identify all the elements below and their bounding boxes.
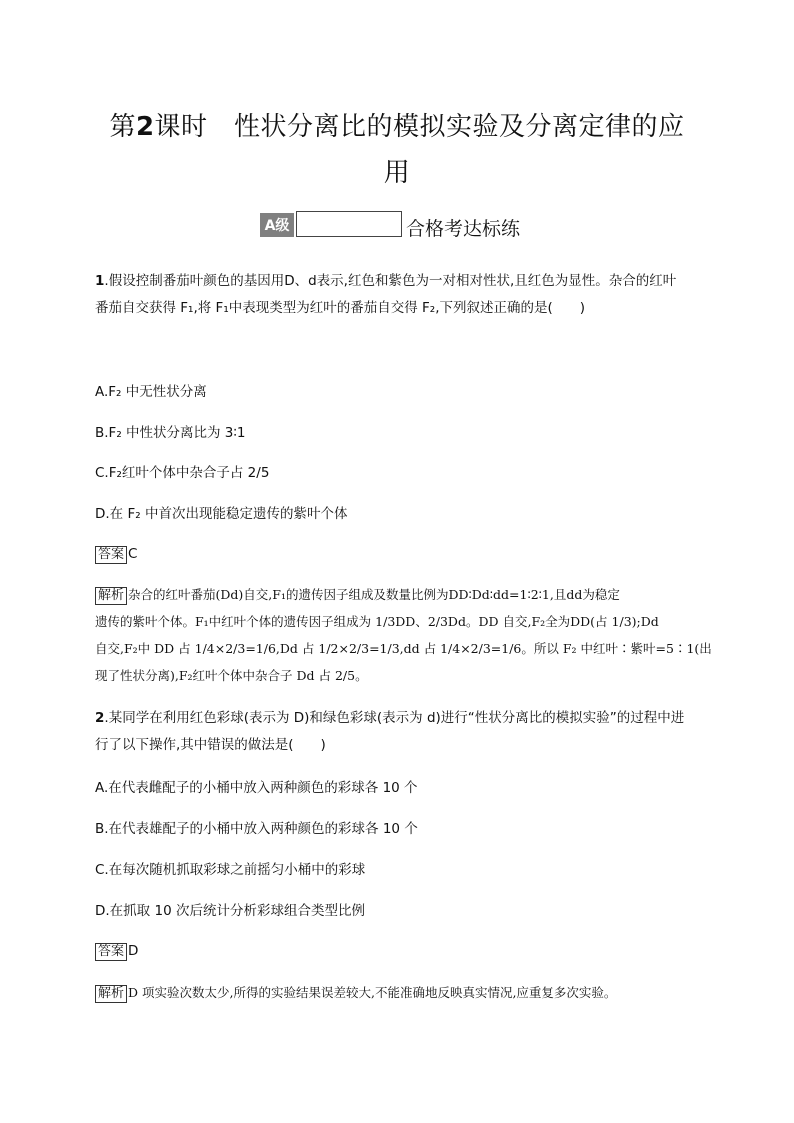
level-header <box>260 213 520 241</box>
q1-stem-line2: 番茄自交获得 F₁,将 F₁中表现类型为红叶的番茄自交得 F₂,下列叙述正确的是( ) <box>95 300 586 316</box>
q1-stem <box>95 268 715 322</box>
q2-number: 2 <box>95 710 105 726</box>
q1-explain-line4: 现了性状分离),F₂红叶个体中杂合子 Dd 占 2/5。 <box>95 668 368 683</box>
q1-answer-value: C <box>128 546 138 562</box>
explain-tag: 解析 <box>95 587 127 605</box>
q2-option-c: C.在每次随机抓取彩球之前摇匀小桶中的彩球 <box>95 862 366 878</box>
page-title-line2: 用 <box>383 158 411 188</box>
page-title <box>0 106 794 143</box>
title-number: 2 <box>135 112 155 142</box>
q2-stem-line1: .某同学在利用红色彩球(表示为 D)和绿色彩球(表示为 d)进行“性状分离比的模拟实验”的过程中进 <box>104 710 685 726</box>
q2-explain-line1: D 项实验次数太少,所得的实验结果误差较大,不能准确地反映真实情况,应重复多次实验。 <box>128 985 617 1000</box>
q1-option-d: D.在 F₂ 中首次出现能稳定遗传的紫叶个体 <box>95 506 348 522</box>
q1-option-a: A.F₂ 中无性状分离 <box>95 384 207 400</box>
q1-explain-line2: 遗传的紫叶个体。F₁中红叶个体的遗传因子组成为 1/3DD、2/3Dd。DD 自交,F₂全为DD(占 1/3);Dd <box>95 614 659 629</box>
q1-stem-line1: .假设控制番茄叶颜色的基因用D、d表示,红色和紫色为一对相对性状,且红色为显性。杂合的红叶 <box>104 273 677 289</box>
q2-option-a: A.在代表雌配子的小桶中放入两种颜色的彩球各 10 个 <box>95 780 418 796</box>
q2-stem <box>95 705 715 759</box>
q2-stem-line2: 行了以下操作,其中错误的做法是( ) <box>95 737 326 753</box>
answer-tag: 答案 <box>95 943 127 961</box>
q2-option-d: D.在抓取 10 次后统计分析彩球组合类型比例 <box>95 903 365 919</box>
q1-number: 1 <box>95 273 105 289</box>
q2-option-b: B.在代表雄配子的小桶中放入两种颜色的彩球各 10 个 <box>95 821 418 837</box>
title-prefix: 第 <box>109 112 136 142</box>
q1-explanation <box>95 581 715 689</box>
q1-option-b: B.F₂ 中性状分离比为 3∶1 <box>95 425 246 441</box>
level-title: 合格考达标练 <box>406 218 521 240</box>
q1-answer <box>95 545 715 564</box>
title-text: 课时 性状分离比的模拟实验及分离定律的应 <box>154 112 685 142</box>
q2-answer <box>95 942 715 961</box>
q2-answer-value: D <box>128 943 139 959</box>
q1-explain-line3: 自交,F₂中 DD 占 1/4×2/3=1/6,Dd 占 1/2×2/3=1/3,dd 占 1/4×2/3=1/6。所以 F₂ 中红叶∶紫叶=5∶1(出 <box>95 641 712 656</box>
explain-tag: 解析 <box>95 985 127 1003</box>
q2-explanation <box>95 979 715 1006</box>
level-badge: A级 <box>260 213 294 237</box>
q1-option-c: C.F₂红叶个体中杂合子占 2/5 <box>95 465 270 481</box>
level-blank-box <box>296 211 402 237</box>
answer-tag: 答案 <box>95 546 127 564</box>
q1-explain-line1: 杂合的红叶番茄(Dd)自交,F₁的遗传因子组成及数量比例为DD∶Dd∶dd=1∶2∶1,且dd为稳定 <box>128 587 620 602</box>
